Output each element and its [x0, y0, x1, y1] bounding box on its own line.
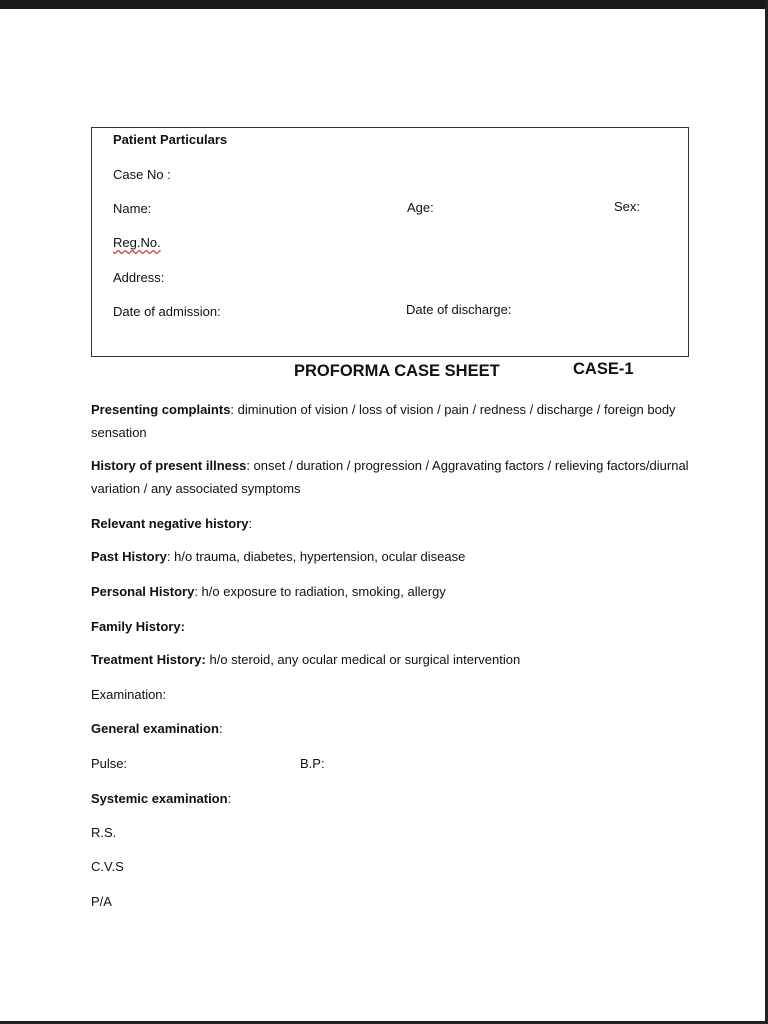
history-present-illness — [91, 454, 691, 500]
patient-particulars-box — [91, 127, 689, 357]
bp-label: B.P: — [300, 756, 325, 771]
cvs-label: C.V.S — [91, 859, 124, 874]
patient-particulars-title: Patient Particulars — [113, 132, 228, 147]
presenting-complaints-text: : diminution of vision / loss of vision / pain / redness / discharge / foreign body sensation — [91, 402, 676, 440]
reg-no-label: Reg.No. — [113, 235, 161, 250]
relevant-negative-history-label: Relevant negative history — [91, 516, 249, 531]
pulse-label: Pulse: — [91, 756, 128, 771]
treatment-history-text: h/o steroid, any ocular medical or surgical intervention — [205, 652, 521, 667]
case-label: CASE-1 — [573, 360, 634, 378]
relevant-negative-history — [91, 512, 691, 535]
general-examination-text: : — [218, 721, 223, 736]
history-present-illness-text: : onset / duration / progression / Aggravating factors / relieving factors/diurnal variation / any associated symptoms — [91, 458, 689, 496]
relevant-negative-history-text: : — [248, 516, 253, 531]
presenting-complaints-label: Presenting complaints — [91, 402, 231, 417]
date-of-admission-label: Date of admission: — [113, 304, 221, 319]
address-label: Address: — [113, 270, 165, 285]
sheet-title: PROFORMA CASE SHEET — [294, 362, 500, 380]
personal-history — [91, 580, 691, 603]
past-history-text: : h/o trauma, diabetes, hypertension, ocular disease — [166, 549, 466, 564]
top-border — [0, 0, 768, 9]
general-examination-label: General examination — [91, 721, 219, 736]
personal-history-label: Personal History — [91, 584, 195, 599]
general-examination — [91, 717, 691, 740]
past-history-label: Past History — [91, 549, 167, 564]
systemic-examination-text: : — [227, 791, 232, 806]
presenting-complaints — [91, 398, 691, 444]
family-history — [91, 615, 691, 638]
pa-label: P/A — [91, 894, 112, 909]
case-no-label: Case No : — [113, 167, 171, 182]
date-of-discharge-label: Date of discharge: — [406, 302, 512, 317]
name-label: Name: — [113, 201, 152, 216]
family-history-label: Family History: — [91, 619, 185, 634]
sex-label: Sex: — [614, 199, 641, 214]
examination-label: Examination: — [91, 687, 167, 702]
rs-label: R.S. — [91, 825, 117, 840]
examination — [91, 683, 691, 706]
past-history — [91, 545, 691, 568]
age-label: Age: — [407, 200, 434, 215]
systemic-examination-label: Systemic examination — [91, 791, 228, 806]
treatment-history — [91, 648, 691, 671]
personal-history-text: : h/o exposure to radiation, smoking, allergy — [194, 584, 446, 599]
history-present-illness-label: History of present illness — [91, 458, 247, 473]
treatment-history-label: Treatment History: — [91, 652, 206, 667]
systemic-examination — [91, 787, 691, 810]
